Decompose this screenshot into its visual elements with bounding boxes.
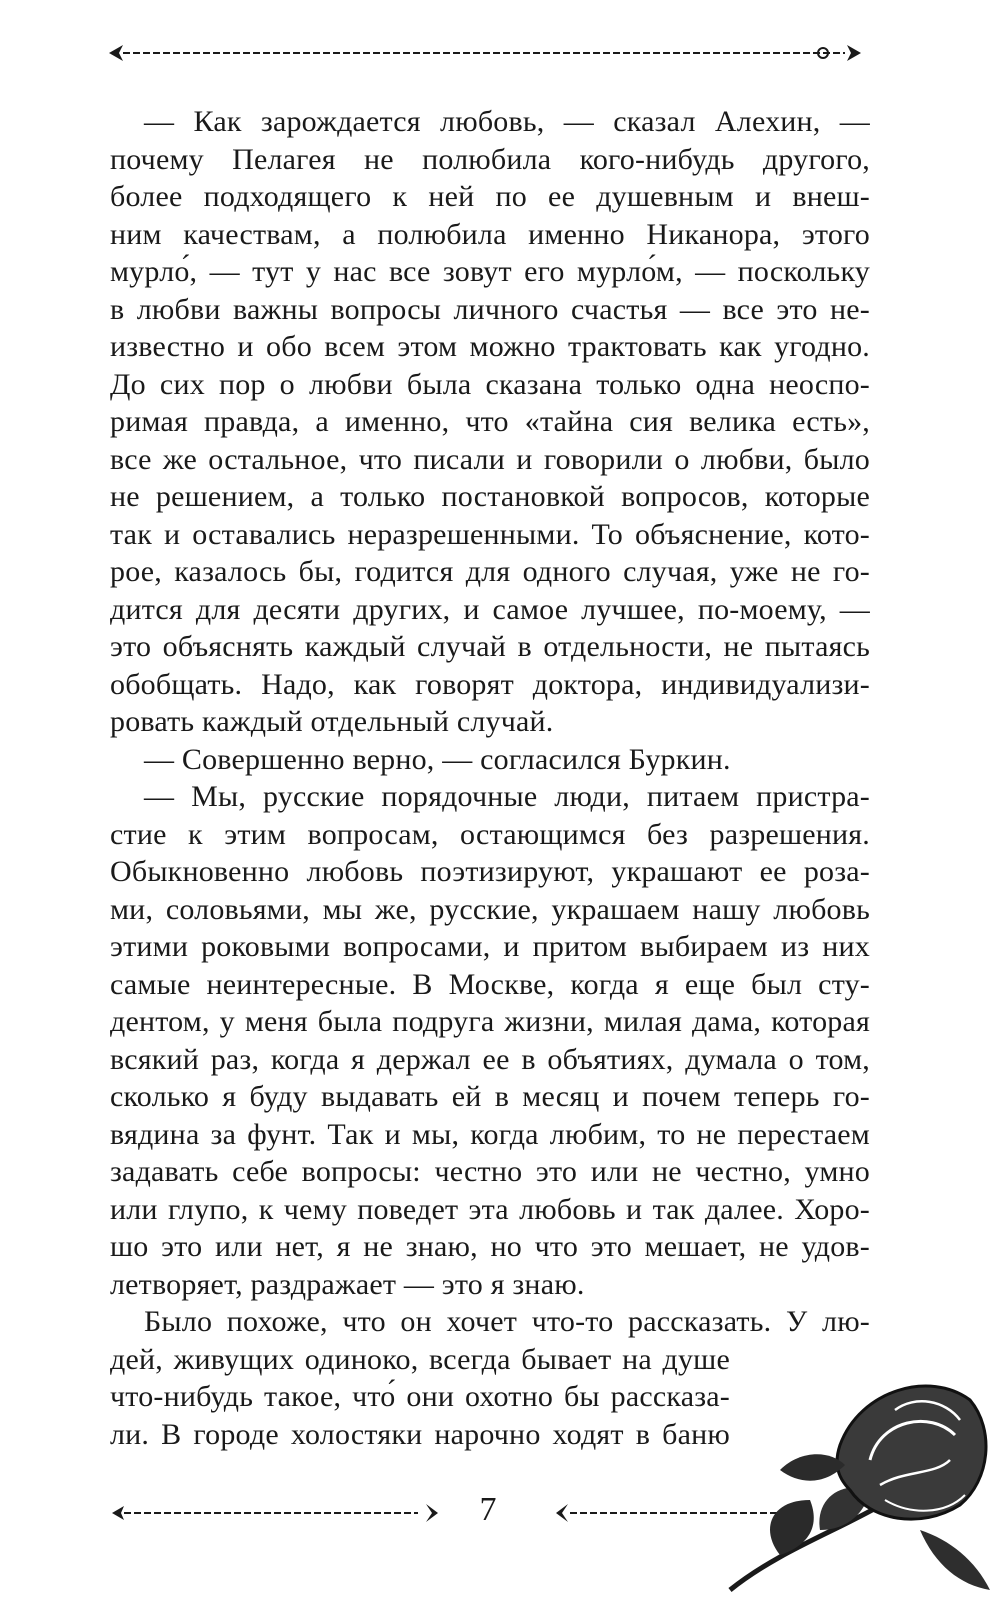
text-line: ли. В городе холостяки нарочно ходят в баню [110, 1417, 730, 1451]
text-line: — Мы, русские порядочные люди, питаем пристра- [144, 780, 870, 813]
text-line: обобщать. Надо, как говорят доктора, индивидуализи- [110, 667, 870, 701]
text-line: это объяснять каждый случай в отдельности, не пытаясь [110, 630, 870, 663]
text-line: летворяет, раздражает — это я знаю. [110, 1267, 585, 1301]
text-line: ним качествам, а полюбила именно Никанора, этого [110, 217, 870, 251]
text-line: задавать себе вопросы: честно это или не честно, умно [110, 1155, 870, 1188]
text-line: этими роковыми вопросами, и притом выбираем из них [110, 930, 870, 963]
page-number: 7 [479, 1491, 497, 1528]
body-text [110, 103, 870, 1453]
text-line: — Как зарождается любовь, — сказал Алехин, — [144, 105, 870, 138]
text-line: дентом, у меня была подруга жизни, милая дама, которая [110, 1005, 870, 1038]
text-line: почему Пелагея не полюбила кого-нибудь другого, [110, 142, 870, 176]
text-line: стие к этим вопросам, остающимся без разрешения. [110, 817, 870, 851]
rose-illustration-icon [720, 1350, 1000, 1602]
text-line: или глупо, к чему поведет эта любовь и так далее. Хоро- [110, 1192, 870, 1226]
bottom-left-chain-ornament [108, 1500, 448, 1526]
text-line: самые неинтересные. В Москве, когда я еще был сту- [110, 967, 870, 1001]
text-line: дится для десяти других, и самое лучшее, по-моему, — [110, 592, 870, 626]
text-line: шо это или нет, я не знаю, но что это мешает, не удов- [110, 1230, 870, 1263]
text-line: вядина за фунт. Так и мы, когда любим, то не перестаем [110, 1117, 870, 1151]
text-line: До сих пор о любви была сказана только одна неоспо- [110, 367, 870, 401]
text-line: Обыкновенно любовь поэтизируют, украшают ее роза- [110, 855, 870, 888]
text-line: более подходящего к ней по ее душевным и внеш- [110, 180, 870, 213]
text-line: ми, соловьями, мы же, русские, украшаем нашу любовь [110, 892, 870, 926]
text-line: сколько я буду выдавать ей в месяц и почем теперь го- [110, 1080, 870, 1113]
text-line: римая правда, а именно, что «тайна сия велика есть», [110, 405, 870, 438]
text-line: так и оставались неразрешенными. То объяснение, кото- [110, 517, 870, 551]
text-line: известно и обо всем этом можно трактовать как угодно. [110, 330, 870, 363]
text-line: не решением, а только постановкой вопросов, которые [110, 480, 870, 513]
text-line: все же остальное, что писали и говорили о любви, было [110, 442, 870, 476]
text-line: ровать каждый отдельный случай. [110, 705, 554, 738]
text-line: — Совершенно верно, — согласился Буркин. [144, 742, 731, 776]
text-line: что-нибудь такое, что́ они охотно бы рассказа- [110, 1380, 730, 1413]
text-line: всякий раз, когда я держал ее в объятиях, думала о том, [110, 1042, 870, 1076]
text-line: в любви важны вопросы личного счастья — все это не- [110, 292, 870, 326]
text-line: мурло́, — тут у нас все зовут его мурло́м, — поскольку [110, 255, 870, 288]
text-line: дей, живущих одиноко, всегда бывает на душе [110, 1342, 730, 1376]
text-line: Было похоже, что он хочет что-то рассказать. У лю- [144, 1305, 870, 1338]
text-line: рое, казалось бы, годится для одного случая, уже не го- [110, 555, 870, 588]
top-chain-ornament [105, 40, 865, 66]
